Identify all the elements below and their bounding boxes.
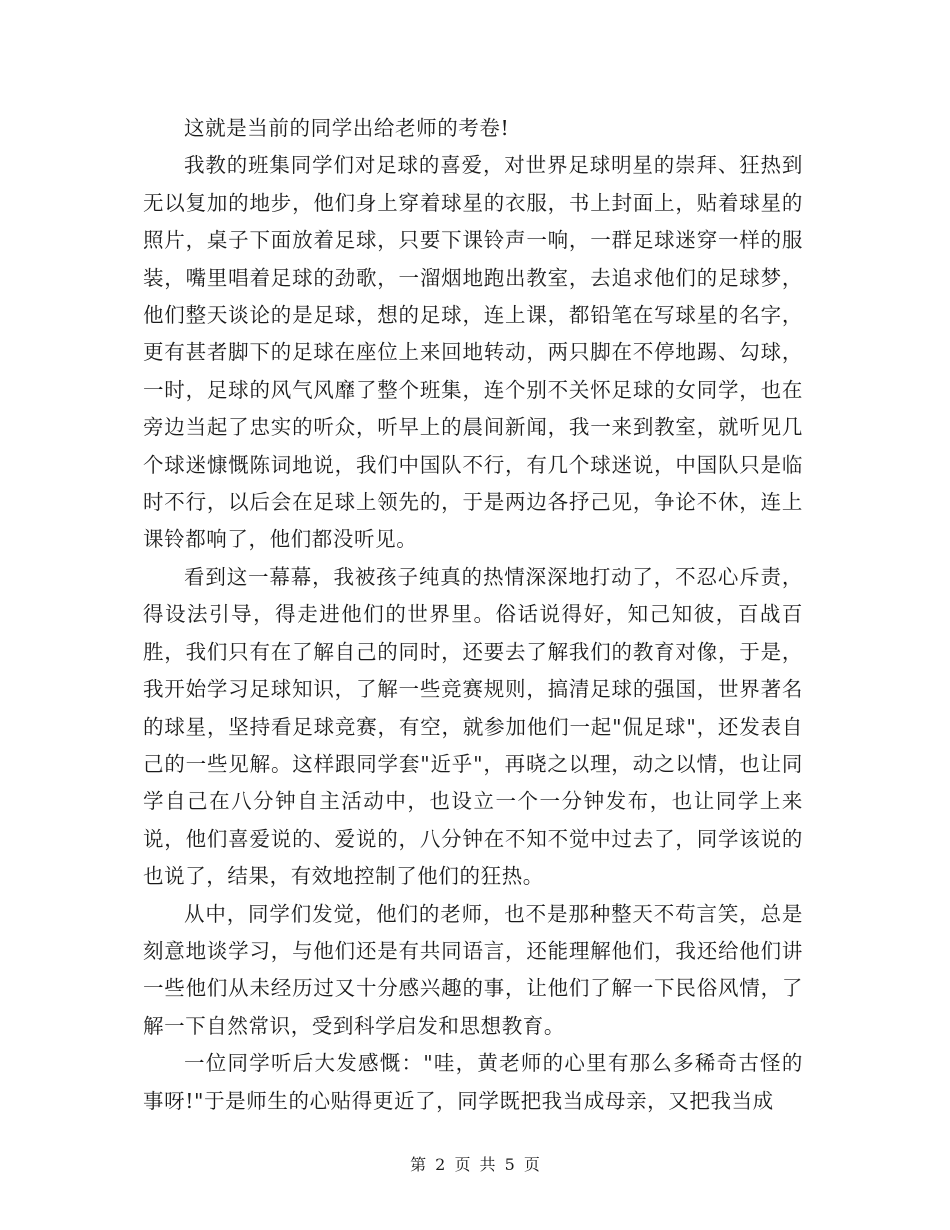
paragraph: 一位同学听后大发感慨："哇，黄老师的心里有那么多稀奇古怪的事呀!"于是师生的心贴得更近了，同学既把我当成母亲，又把我当成 xyxy=(143,1051,803,1113)
paragraph: 我教的班集同学们对足球的喜爱，对世界足球明星的崇拜、狂热到无以复加的地步，他们身上穿着球星的衣服，书上封面上，贴着球星的照片，桌子下面放着足球，只要下课铃声一响，一群足球迷穿一样的服装，嘴里唱着足球的劲歌，一溜烟地跑出教室，去追求他们的足球梦，他们整天谈论的是足球，想的足球，连上课，都铅笔在写球星的名字，更有甚者脚下的足球在座位上来回地转动，两只脚在不停地踢、勾球，一时，足球的风气风靡了整个班集，连个别不关怀足球的女同学，也在旁边当起了忠实的听众，听早上的晨间新闻，我一来到教室，就听见几个球迷慷慨陈词地说，我们中国队不行，有几个球迷说，中国队只是临时不行，以后会在足球上领先的，于是两边各抒己见，争论不休，连上课铃都响了，他们都没听见。 xyxy=(143,153,803,552)
document-body xyxy=(143,110,803,1120)
paragraph: 这就是当前的同学出给老师的考卷! xyxy=(184,116,510,140)
paragraph: 看到这一幕幕，我被孩子纯真的热情深深地打动了，不忍心斥责，得设法引导，得走进他们的世界里。俗话说得好，知己知彼，百战百胜，我们只有在了解自己的同时，还要去了解我们的教育对像，于是，我开始学习足球知识，了解一些竞赛规则，搞清足球的强国，世界著名的球星，坚持看足球竞赛，有空，就参加他们一起"侃足球"，还发表自己的一些见解。这样跟同学套"近乎"，再晓之以理，动之以情，也让同学自己在八分钟自主活动中，也设立一个一分钟发布，也让同学上来说，他们喜爱说的、爱说的，八分钟在不知不觉中过去了，同学该说的也说了，结果，有效地控制了他们的狂热。 xyxy=(143,564,803,889)
page-number-footer: 第 2 页 共 5 页 xyxy=(410,1155,540,1174)
paragraph: 从中，同学们发觉，他们的老师，也不是那种整天不苟言笑，总是刻意地谈学习，与他们还是有共同语言，还能理解他们，我还给他们讲一些他们从未经历过又十分感兴趣的事，让他们了解一下民俗风情，了解一下自然常识，受到科学启发和思想教育。 xyxy=(143,901,803,1038)
